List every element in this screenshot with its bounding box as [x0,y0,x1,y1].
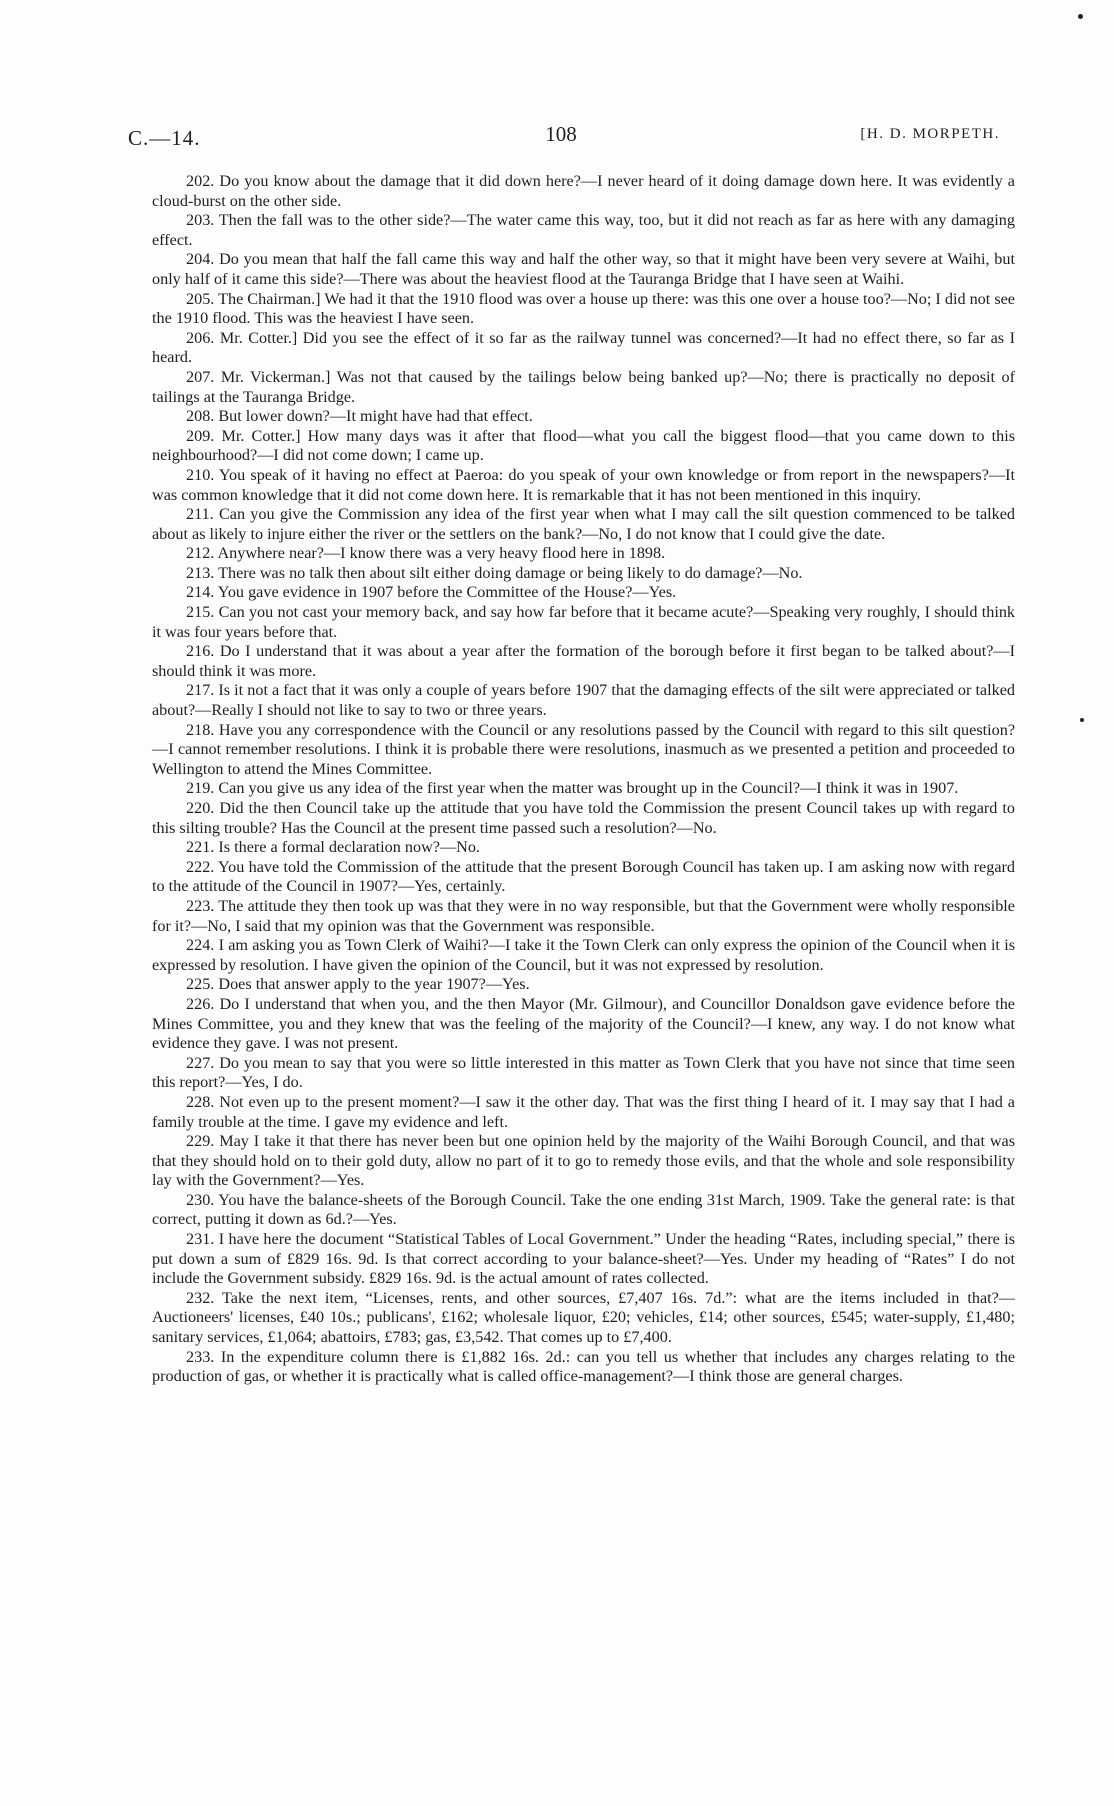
page-number: 108 [545,122,577,146]
evidence-paragraph: 233. In the expenditure column there is £1,882 16s. 2d.: can you tell us whether that includes any charges relating to the production of gas, or whether it is practically what is called office-management?—I think those are general charges. [152,1347,1015,1386]
scan-speck [1080,718,1084,722]
evidence-paragraph: 217. Is it not a fact that it was only a couple of years before 1907 that the damaging effects of the silt were appreciated or talked about?—Really I should not like to say to two or three years. [152,681,1015,720]
evidence-paragraph: 209. Mr. Cotter.] How many days was it after that flood—what you call the biggest flood—that you came down to this neighbourhood?—I did not come down; I came up. [152,426,1015,465]
evidence-paragraph: 205. The Chairman.] We had it that the 1910 flood was over a house up there: was this one over a house too?—No; I did not see the 1910 flood. This was the heaviest I have seen. [152,289,1015,328]
evidence-paragraph: 206. Mr. Cotter.] Did you see the effect of it so far as the railway tunnel was concerned?—It had no effect there, so far as I heard. [152,328,1015,367]
evidence-paragraph: 207. Mr. Vickerman.] Was not that caused by the tailings below being banked up?—No; there is practically no deposit of tailings at the Tauranga Bridge. [152,367,1015,406]
evidence-paragraph: 214. You gave evidence in 1907 before the Committee of the House?—Yes. [186,583,677,602]
evidence-body [152,172,1015,1387]
page-header [122,122,1000,148]
evidence-paragraph: 210. You speak of it having no effect at Paeroa: do you speak of your own knowledge or from report in the newspapers?—It was common knowledge that it did not come down here. It is remarkable that it has not been mentioned in this inquiry. [152,465,1015,504]
evidence-paragraph: 221. Is there a formal declaration now?—No. [186,838,480,857]
evidence-paragraph: 212. Anywhere near?—I know there was a very heavy flood here in 1898. [186,544,666,563]
witness-name: [H. D. MORPETH. [860,126,1000,142]
evidence-paragraph: 216. Do I understand that it was about a year after the formation of the borough before it first began to be talked about?—I should think it was more. [152,642,1015,680]
evidence-paragraph: 219. Can you give us any idea of the first year when the matter was brought up in the Council?—I think it was in 1907. [186,779,959,798]
evidence-paragraph: 220. Did the then Council take up the attitude that you have told the Commission the present Council takes up with regard to this silting trouble? Has the Council at the present time passed such a resolution?—No. [152,799,1015,837]
evidence-paragraph: 227. Do you mean to say that you were so little interested in this matter as Town Clerk that you have not since that time seen this report?—Yes, I do. [152,1053,1015,1092]
evidence-paragraph: 215. Can you not cast your memory back, and say how far before that it became acute?—Speaking very roughly, I should think it was four years before that. [152,603,1015,641]
evidence-paragraph: 232. Take the next item, “Licenses, rents, and other sources, £7,407 16s. 7d.”: what are the items included in that?—Auctioneers' licenses, £40 10s.; publicans', £162; wholesale liquor, £20; vehicles, £14; other sources, £545; water-supply, £1,480; sanitary services, £1,064; abattoirs, £783; gas, £3,542. That comes up to £7,400. [152,1288,1015,1347]
evidence-paragraph: 223. The attitude they then took up was that they were in no way responsible, but that the Government were wholly responsible for it?—No, I said that my opinion was that the Government was responsible. [152,896,1015,935]
evidence-paragraph: 211. Can you give the Commission any idea of the first year when what I may call the silt question commenced to be talked about as likely to injure either the river or the settlers on the bank?—No, I do not know that I could give the date. [152,505,1015,543]
evidence-paragraph: 218. Have you any correspondence with the Council or any resolutions passed by the Council with regard to this silt question?—I cannot remember resolutions. I think it is probable there were resolutions, inasmuch as we presented a petition and proceeded to Wellington to attend the Mines Committee. [152,720,1015,778]
evidence-paragraph: 222. You have told the Commission of the attitude that the present Borough Council has taken up. I am asking now with regard to the attitude of the Council in 1907?—Yes, certainly. [152,857,1015,896]
evidence-paragraph: 204. Do you mean that half the fall came this way and half the other way, so that it might have been very severe at Waihi, but only half of it came this side?—There was about the heaviest flood at the Tauranga Bridge that I have seen at Waihi. [152,250,1015,288]
evidence-paragraph: 229. May I take it that there has never been but one opinion held by the majority of the Waihi Borough Council, and that was that they should hold on to their gold duty, allow no part of it to go to remedy those evils, and that the whole and sole responsibility lay with the Government?—Yes. [152,1132,1015,1190]
scan-speck [1078,14,1083,19]
series-reference: C.—14. [128,126,201,150]
evidence-paragraph: 230. You have the balance-sheets of the Borough Council. Take the one ending 31st March, 1909. Take the general rate: is that correct, putting it down as 6d.?—Yes. [152,1190,1015,1229]
evidence-paragraph: 226. Do I understand that when you, and the then Mayor (Mr. Gilmour), and Councillor Donaldson gave evidence before the Mines Committee, you and they knew that was the feeling of the majority of the Council?—I knew, any way. I do not know what evidence they gave. I was not present. [152,994,1015,1053]
evidence-paragraph: 231. I have here the document “Statistical Tables of Local Government.” Under the heading “Rates, including special,” there is put down a sum of £829 16s. 9d. Is that correct according to your balance-sheet?—Yes. Under my heading of “Rates” I do not include the Government subsidy. £829 16s. 9d. is the actual amount of rates collected. [152,1230,1015,1288]
evidence-paragraph: 203. Then the fall was to the other side?—The water came this way, too, but it did not reach as far as here with any damaging effect. [152,211,1015,249]
evidence-paragraph: 213. There was no talk then about silt either doing damage or being likely to do damage?—No. [186,563,803,582]
evidence-paragraph: 202. Do you know about the damage that it did down here?—I never heard of it doing damage down here. It was evidently a cloud-burst on the other side. [152,172,1015,210]
evidence-paragraph: 208. But lower down?—It might have had that effect. [186,407,533,426]
evidence-paragraph: 225. Does that answer apply to the year 1907?—Yes. [186,975,530,994]
evidence-paragraph: 224. I am asking you as Town Clerk of Waihi?—I take it the Town Clerk can only express the opinion of the Council when it is expressed by resolution. I have given the opinion of the Council, but it was not expressed by resolution. [152,936,1015,974]
evidence-paragraph: 228. Not even up to the present moment?—I saw it the other day. That was the first thing I heard of it. I may say that I had a family trouble at the time. I gave my evidence and left. [152,1092,1015,1131]
